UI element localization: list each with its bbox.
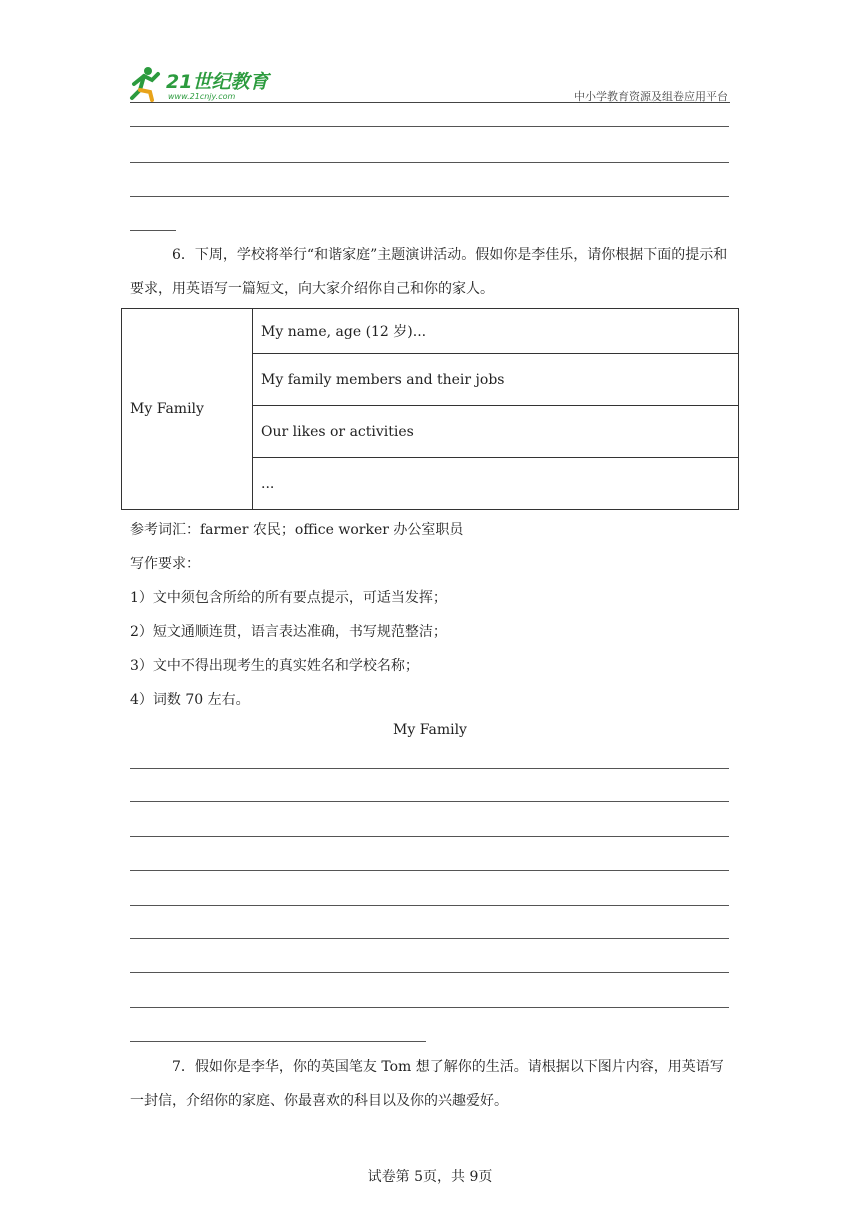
requirement-item: 2）短文通顺连贯，语言表达准确，书写规范整洁； — [130, 624, 447, 640]
outline-point: Our likes or activities — [253, 406, 739, 458]
answer-line — [130, 196, 729, 197]
writing-line — [130, 801, 729, 802]
vocab-reference: 参考词汇：farmer 农民；office worker 办公室职员 — [130, 522, 464, 538]
platform-name: 中小学教育资源及组卷应用平台 — [574, 90, 728, 103]
question-6-text: 6．下周，学校将举行“和谐家庭”主题演讲活动。假如你是李佳乐，请你根据下面的提示和要求，用英语写一篇短文，向大家介绍你自己和你的家人。 — [130, 247, 728, 297]
requirement-item: 3）文中不得出现考生的真实姓名和学校名称； — [130, 658, 419, 674]
logo-sub-text: www.21cnjy.com — [168, 92, 236, 101]
page-footer: 试卷第 5页，共 9页 — [367, 1169, 493, 1185]
logo-main-text: 21世纪教育 — [166, 71, 269, 93]
writing-line — [130, 870, 729, 871]
answer-line — [130, 230, 176, 231]
runner-icon — [132, 67, 158, 100]
outline-point: My family members and their jobs — [253, 354, 739, 406]
writing-line — [130, 836, 729, 837]
site-logo — [126, 64, 286, 104]
writing-line — [130, 1007, 729, 1008]
writing-line — [130, 768, 729, 769]
answer-line — [130, 162, 729, 163]
writing-line — [130, 972, 729, 973]
question-7-text: 7．假如你是李华，你的英国笔友 Tom 想了解你的生活。请根据以下图片内容，用英语写一封信，介绍你的家庭、你最喜欢的科目以及你的兴趣爱好。 — [130, 1059, 724, 1109]
requirement-item: 4）词数 70 左右。 — [130, 692, 250, 708]
outline-topic-cell: My Family — [122, 309, 253, 510]
writing-line — [130, 938, 729, 939]
essay-title: My Family — [393, 722, 467, 738]
requirement-item: 1）文中须包含所给的所有要点提示，可适当发挥； — [130, 590, 447, 606]
outline-point: My name, age (12 岁)... — [253, 309, 739, 354]
answer-line — [130, 126, 729, 127]
header-divider — [130, 102, 730, 103]
outline-point: ... — [253, 458, 739, 510]
writing-line — [130, 1041, 426, 1042]
outline-table — [121, 308, 739, 510]
writing-line — [130, 905, 729, 906]
requirements-title: 写作要求： — [130, 556, 200, 572]
